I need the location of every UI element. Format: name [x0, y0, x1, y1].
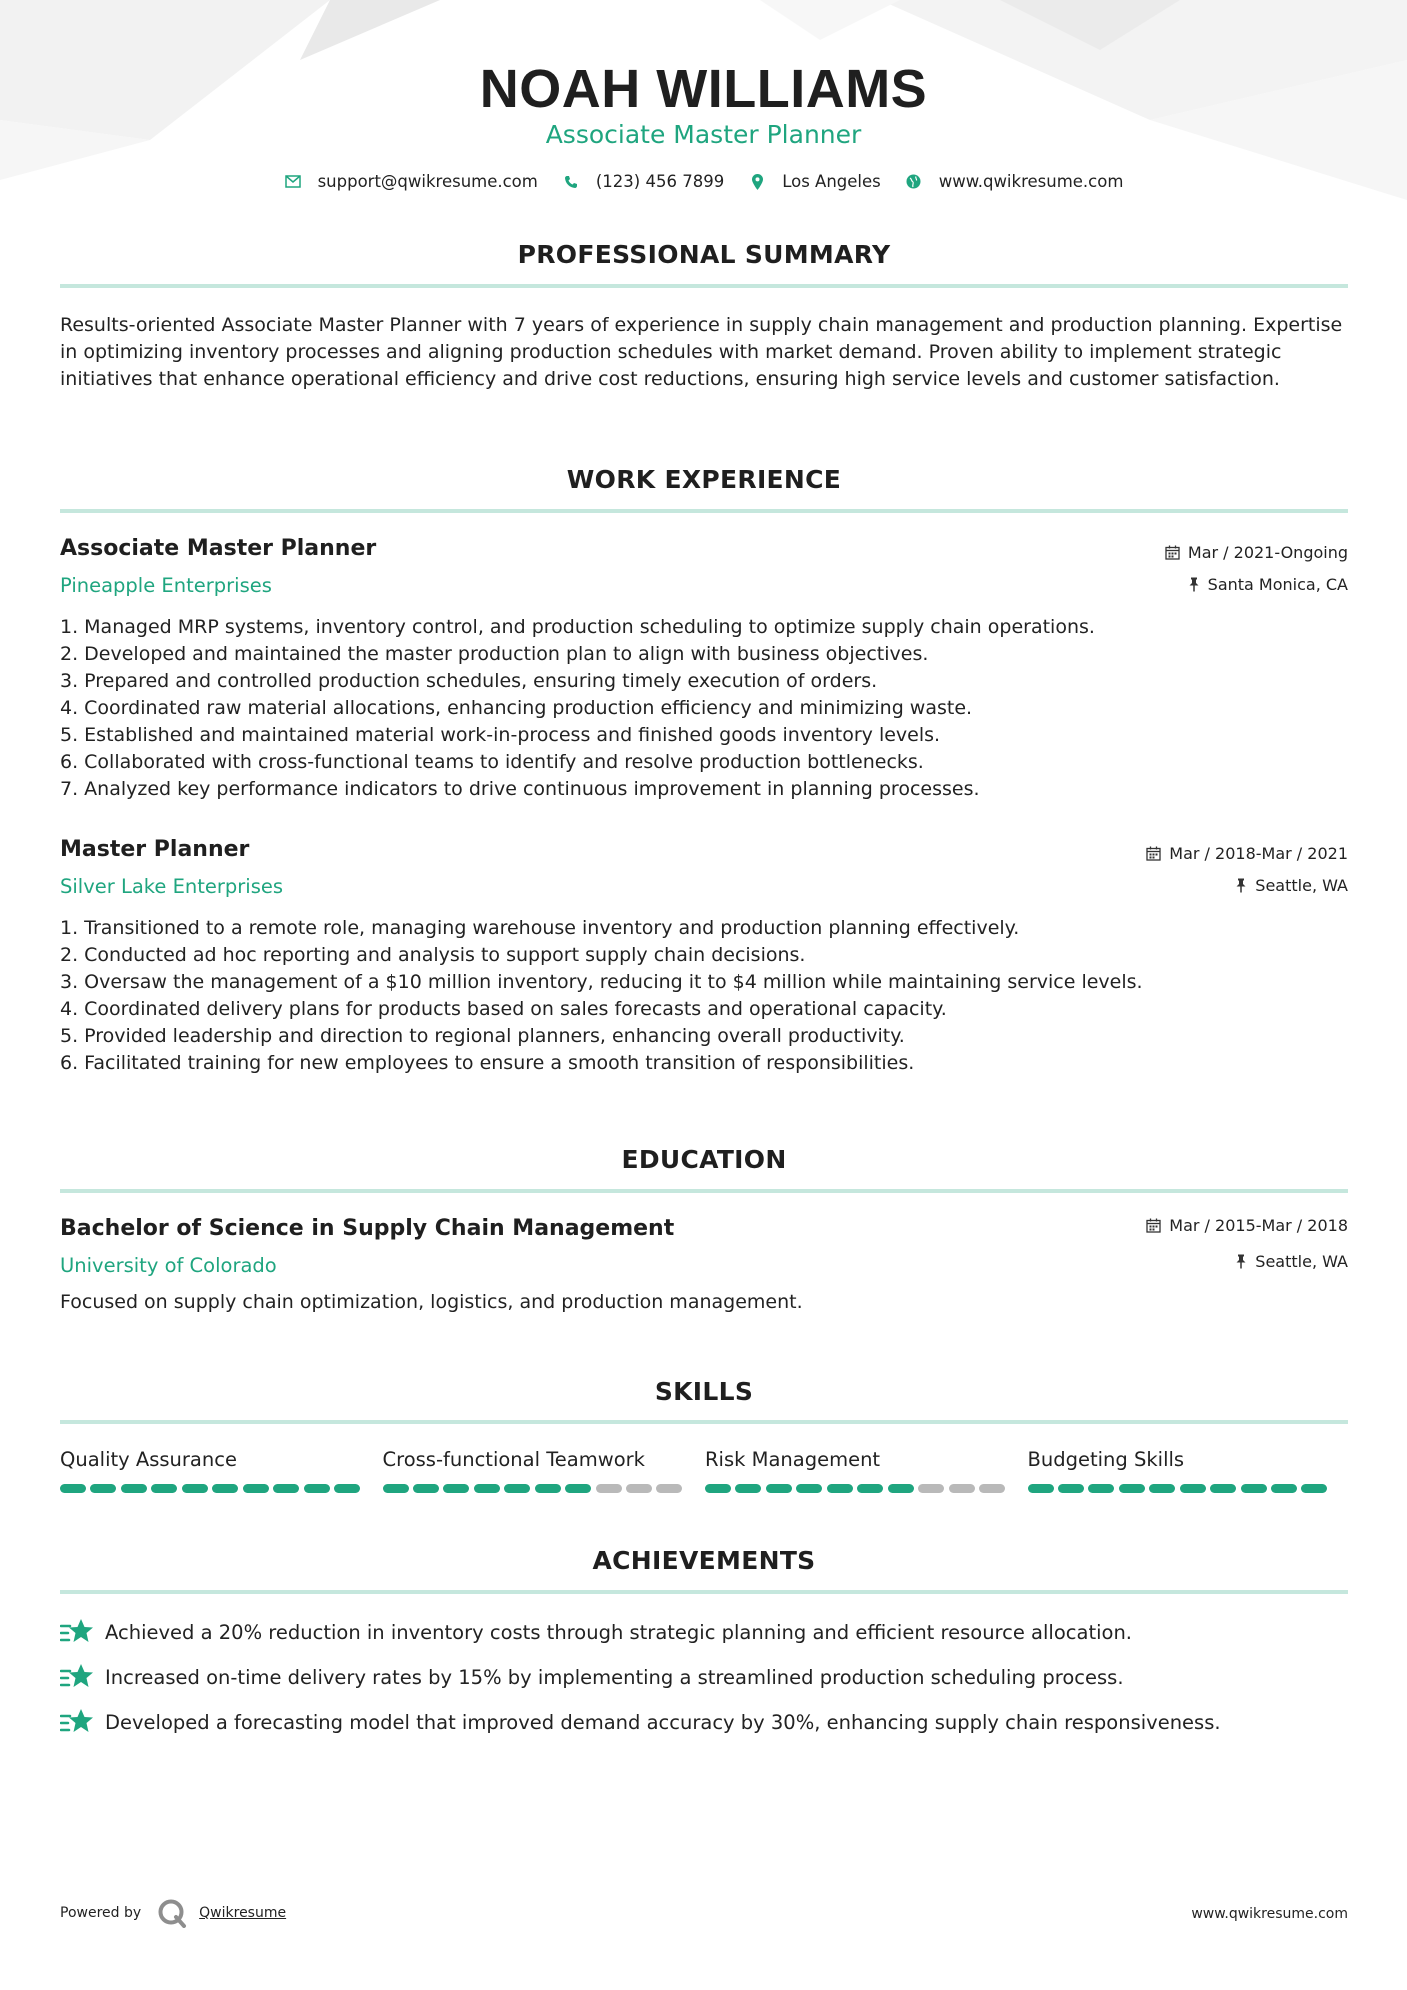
skill-level-segment [565, 1484, 591, 1493]
list-item: 5. Established and maintained material work-in-process and finished goods inventory levels. [60, 724, 941, 746]
section-title-education: EDUCATION [621, 1145, 787, 1174]
skill-level-segment [243, 1484, 269, 1493]
contact-bar [0, 172, 1407, 191]
section-title-skills: SKILLS [654, 1377, 754, 1406]
education-location-text: Seattle, WA [1255, 1252, 1348, 1271]
achievement-text: Increased on-time delivery rates by 15% by implementing a streamlined production scheduling process. [105, 1665, 1124, 1689]
skill-level-segment [626, 1484, 652, 1493]
phone-text: (123) 456 7899 [595, 172, 725, 191]
skill-level-segment [334, 1484, 360, 1493]
skill-level-segment [443, 1484, 469, 1493]
globe-icon [905, 173, 923, 191]
job-title: Master Planner [60, 837, 250, 862]
skill-level-segment [1119, 1484, 1145, 1493]
company-name: Pineapple Enterprises [60, 574, 272, 597]
job-title: Associate Master Planner [60, 536, 377, 561]
skill-level-segment [735, 1484, 761, 1493]
skill-level-bar [60, 1484, 360, 1493]
skill-level-segment [1180, 1484, 1206, 1493]
skill-name: Cross-functional Teamwork [382, 1448, 645, 1471]
list-item: 1. Managed MRP systems, inventory control, and production scheduling to optimize supply chain operations. [60, 616, 1095, 638]
skill-item [705, 1448, 1028, 1493]
education-dates-text: Mar / 2015-Mar / 2018 [1169, 1216, 1348, 1235]
section-divider [60, 509, 1348, 513]
section-divider [60, 1189, 1348, 1193]
job-dates-text: Mar / 2021-Ongoing [1187, 543, 1348, 562]
map-pin-icon [748, 173, 766, 191]
list-item: 4. Coordinated delivery plans for products based on sales forecasts and operational capacity. [60, 998, 947, 1020]
list-item: 5. Provided leadership and direction to regional planners, enhancing overall productivity. [60, 1025, 905, 1047]
contact-location [748, 172, 881, 191]
skill-level-segment [1210, 1484, 1236, 1493]
skill-level-segment [888, 1484, 914, 1493]
skill-level-segment [766, 1484, 792, 1493]
job-location-text: Santa Monica, CA [1207, 575, 1348, 594]
skill-level-segment [182, 1484, 208, 1493]
achievement-item [60, 1707, 1350, 1737]
job-duties-list [60, 614, 1350, 803]
star-icon [60, 1707, 94, 1737]
footer-website[interactable]: www.qwikresume.com [1191, 1906, 1348, 1922]
location-text: Los Angeles [782, 172, 881, 191]
skill-level-bar [1028, 1484, 1328, 1493]
education-dates [1146, 1216, 1348, 1235]
pushpin-icon [1188, 577, 1200, 592]
list-item: 4. Coordinated raw material allocations, enhancing production efficiency and minimizing waste. [60, 697, 973, 719]
skill-item [1028, 1448, 1351, 1493]
footer-powered-by [60, 1898, 286, 1928]
skill-item [60, 1448, 383, 1493]
section-divider [60, 284, 1348, 288]
skill-level-bar [705, 1484, 1005, 1493]
job-dates [1165, 543, 1348, 562]
email-text: support@qwikresume.com [317, 172, 538, 191]
pushpin-icon [1235, 1254, 1247, 1269]
skill-level-segment [304, 1484, 330, 1493]
skill-level-segment [1241, 1484, 1267, 1493]
section-divider [60, 1590, 1348, 1594]
skill-level-segment [151, 1484, 177, 1493]
section-title-summary: PROFESSIONAL SUMMARY [517, 240, 891, 269]
skill-level-segment [383, 1484, 409, 1493]
candidate-name: NOAH WILLIAMS [479, 59, 928, 119]
list-item: 3. Oversaw the management of a $10 million inventory, reducing it to $4 million while maintaining service levels. [60, 971, 1143, 993]
powered-by-label: Powered by [60, 1905, 142, 1921]
skill-level-segment [1271, 1484, 1297, 1493]
education-location [1235, 1252, 1348, 1271]
contact-website[interactable] [905, 172, 1124, 191]
skill-level-segment [60, 1484, 86, 1493]
skill-level-segment [413, 1484, 439, 1493]
skill-level-segment [1301, 1484, 1327, 1493]
degree-title: Bachelor of Science in Supply Chain Management [60, 1216, 675, 1241]
pushpin-icon [1235, 878, 1247, 893]
job-location [1188, 575, 1348, 594]
skill-level-segment [535, 1484, 561, 1493]
list-item: 6. Collaborated with cross-functional teams to identify and resolve production bottlenecks. [60, 751, 924, 773]
star-icon [60, 1662, 94, 1692]
skill-level-segment [474, 1484, 500, 1493]
list-item: 6. Facilitated training for new employees to ensure a smooth transition of responsibilities. [60, 1052, 915, 1074]
skill-name: Budgeting Skills [1027, 1448, 1185, 1471]
list-item: 3. Prepared and controlled production schedules, ensuring timely execution of orders. [60, 670, 878, 692]
skill-level-segment [121, 1484, 147, 1493]
skill-level-segment [857, 1484, 883, 1493]
skills-grid [60, 1448, 1350, 1493]
section-divider [60, 1420, 1348, 1424]
list-item: 1. Transitioned to a remote role, managing warehouse inventory and production planning effectively. [60, 917, 1020, 939]
section-title-achievements: ACHIEVEMENTS [592, 1546, 816, 1575]
skill-level-bar [383, 1484, 683, 1493]
achievement-item [60, 1662, 1350, 1692]
skill-level-segment [1058, 1484, 1084, 1493]
section-title-experience: WORK EXPERIENCE [566, 465, 842, 494]
skill-name: Risk Management [705, 1448, 881, 1471]
achievement-item [60, 1617, 1350, 1647]
candidate-role: Associate Master Planner [545, 120, 862, 149]
website-text: www.qwikresume.com [938, 172, 1124, 191]
skill-level-segment [1088, 1484, 1114, 1493]
contact-phone[interactable] [562, 172, 724, 191]
qwikresume-logo-icon [157, 1898, 187, 1928]
skill-level-segment [949, 1484, 975, 1493]
skill-level-segment [705, 1484, 731, 1493]
skill-level-segment [212, 1484, 238, 1493]
skill-level-segment [504, 1484, 530, 1493]
job-location-text: Seattle, WA [1255, 876, 1348, 895]
qwikresume-link[interactable]: Qwikresume [199, 1905, 287, 1921]
job-duties-list [60, 915, 1350, 1077]
job-location [1235, 876, 1348, 895]
skill-level-segment [796, 1484, 822, 1493]
skill-item [383, 1448, 706, 1493]
achievement-text: Developed a forecasting model that improved demand accuracy by 30%, enhancing supply chain responsiveness. [105, 1710, 1221, 1734]
skill-level-segment [827, 1484, 853, 1493]
calendar-icon [1146, 1218, 1161, 1233]
job-dates [1146, 844, 1348, 863]
skill-level-segment [918, 1484, 944, 1493]
envelope-icon [284, 173, 302, 191]
calendar-icon [1165, 545, 1180, 560]
company-name: Silver Lake Enterprises [60, 875, 284, 898]
skill-name: Quality Assurance [60, 1448, 237, 1471]
list-item: 2. Developed and maintained the master production plan to align with business objectives. [60, 643, 929, 665]
calendar-icon [1146, 846, 1161, 861]
skill-level-segment [1028, 1484, 1054, 1493]
list-item: 7. Analyzed key performance indicators to drive continuous improvement in planning processes. [60, 778, 980, 800]
job-dates-text: Mar / 2018-Mar / 2021 [1169, 844, 1348, 863]
list-item: 2. Conducted ad hoc reporting and analysis to support supply chain decisions. [60, 944, 806, 966]
skill-level-segment [596, 1484, 622, 1493]
achievement-text: Achieved a 20% reduction in inventory costs through strategic planning and efficient resource allocation. [105, 1620, 1132, 1644]
contact-email[interactable] [284, 172, 538, 191]
skill-level-segment [273, 1484, 299, 1493]
skill-level-segment [90, 1484, 116, 1493]
phone-icon [562, 173, 580, 191]
skill-level-segment [656, 1484, 682, 1493]
skill-level-segment [979, 1484, 1005, 1493]
skill-level-segment [1149, 1484, 1175, 1493]
education-description: Focused on supply chain optimization, logistics, and production management. [60, 1291, 803, 1313]
summary-text: Results-oriented Associate Master Planner with 7 years of experience in supply chain management and production planning. Expertise in optimizing inventory processes and aligning production schedules with market demand. Proven ability to implement strategic initiatives that enhance operational efficiency and drive cost reductions, ensuring high service levels and customer satisfaction. [60, 314, 1343, 390]
school-name: University of Colorado [60, 1254, 277, 1277]
star-icon [60, 1617, 94, 1647]
